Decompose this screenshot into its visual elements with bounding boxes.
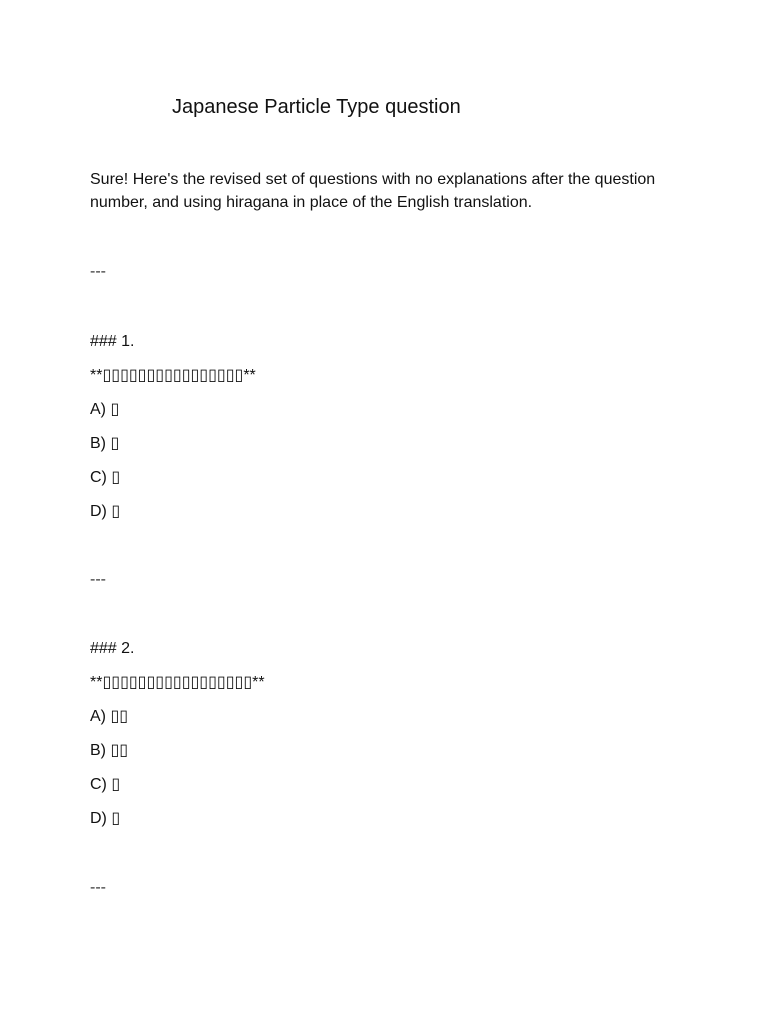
question-1-option-b: B) ▯ [90,435,120,452]
question-1-option-c: C) ▯ [90,469,121,486]
separator-1: --- [90,263,106,280]
question-1-option-d: D) ▯ [90,503,121,520]
intro-paragraph: Sure! Here's the revised set of questions with no explanations after the question number, and using hiragana in place of the English translation. [90,171,656,211]
question-2-option-a: A) ▯▯ [90,708,129,725]
separator-2: --- [90,571,106,588]
separator-3: --- [90,879,106,896]
question-1-heading: ### 1. [90,333,135,350]
question-2-prompt: **▯▯▯▯▯▯▯▯▯▯▯▯▯▯▯▯▯** [90,674,265,691]
question-2-heading: ### 2. [90,640,135,657]
question-2-option-c: C) ▯ [90,776,121,793]
question-1-option-a: A) ▯ [90,401,120,418]
question-2-option-b: B) ▯▯ [90,742,129,759]
question-2-option-d: D) ▯ [90,810,121,827]
document-title: Japanese Particle Type question [172,96,461,118]
question-1-prompt: **▯▯▯▯▯▯▯▯▯▯▯▯▯▯▯▯** [90,367,256,384]
